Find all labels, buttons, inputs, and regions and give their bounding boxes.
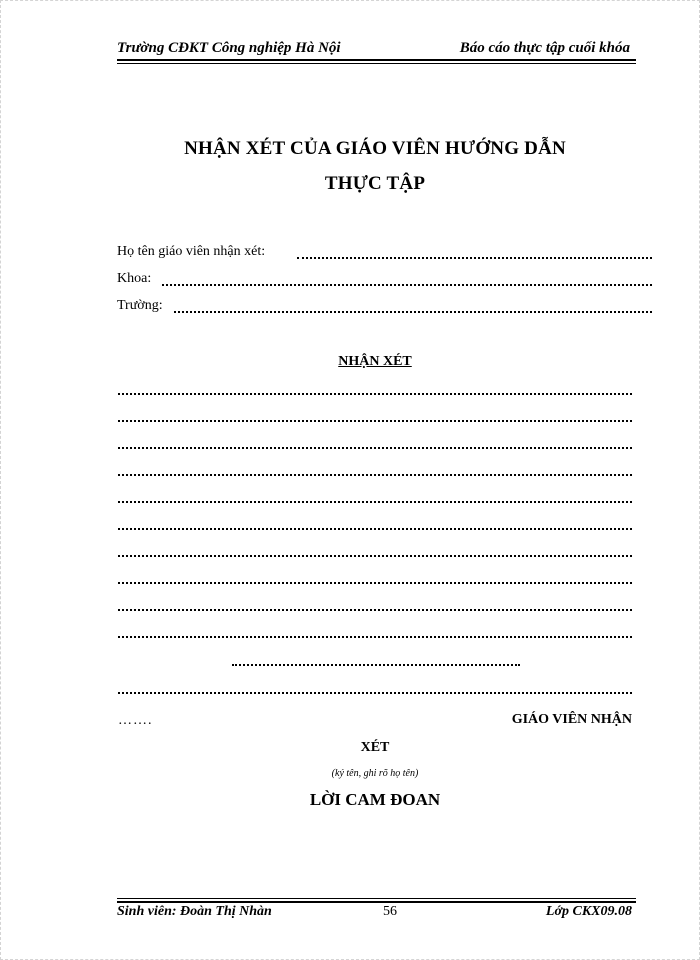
comment-line [118,636,632,638]
comment-line [118,393,632,395]
comment-line [118,420,632,422]
field-faculty-label: Khoa: [117,271,155,286]
header-rule-thick [117,59,636,61]
footer-rule-thin [117,898,636,899]
header-report: Báo cáo thực tập cuối khóa [459,40,630,56]
footer-rule-thick [117,901,636,903]
signature-title-part2: XÉT [360,740,390,755]
page-title-line1: NHẬN XÉT CỦA GIÁO VIÊN HƯỚNG DẪN [184,138,566,159]
field-school-dots [174,311,652,313]
comment-title: NHẬN XÉT [338,354,412,369]
field-teacher-name [117,244,652,264]
comment-line [118,474,632,476]
comment-line [118,555,632,557]
footer-class: Lớp CKX09.08 [545,904,632,919]
page-footer [117,904,636,924]
comment-line [118,692,632,694]
comment-line [118,609,632,611]
comment-line [118,582,632,584]
field-faculty [117,271,652,291]
header-school: Trường CĐKT Công nghiệp Hà Nội [117,40,341,56]
page-header [117,38,636,60]
comment-line [118,528,632,530]
footer-student: Sinh viên: Đoàn Thị Nhàn [117,904,272,919]
comment-line [118,501,632,503]
comment-line-short [232,664,520,666]
signature-title-part1: GIÁO VIÊN NHẬN [511,712,632,727]
pledge-title: LỜI CAM ĐOAN [309,790,441,809]
page-title-line2: THỰC TẬP [324,173,426,194]
field-school [117,298,652,318]
field-teacher-name-dots [297,257,652,259]
footer-page-number: 56 [383,904,397,919]
comment-line [118,447,632,449]
comment-trailing-dots: ……. [118,713,153,728]
field-faculty-dots [162,284,652,286]
signature-note: (ký tên, ghi rõ họ tên) [331,768,419,779]
field-school-label: Trường: [117,298,167,313]
header-rule-thin [117,63,636,64]
field-teacher-name-label: Họ tên giáo viên nhận xét: [117,244,269,259]
